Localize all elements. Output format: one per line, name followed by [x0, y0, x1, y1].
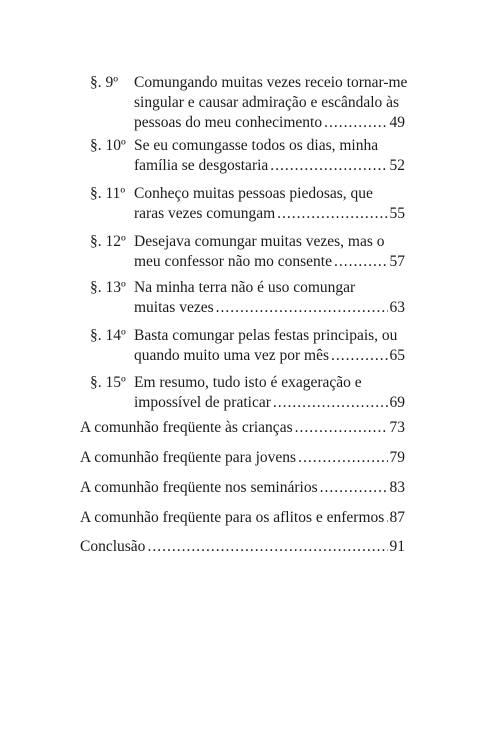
- page-number: 55: [389, 205, 405, 222]
- page-number: 69: [389, 394, 405, 411]
- entry-title: Conclusão: [80, 538, 146, 555]
- section-title-line: meu confessor não mo consente: [134, 253, 332, 270]
- section-title-line: Basta comungar pelas festas principais, ou: [134, 327, 398, 344]
- section-title-line: muitas vezes: [134, 299, 214, 316]
- dot-leader: [273, 393, 388, 413]
- dot-leader: [386, 508, 387, 528]
- page-number: 79: [389, 449, 405, 466]
- page-number: 52: [389, 157, 405, 174]
- toc-entry-seminarios: [80, 478, 405, 498]
- toc-entry-jovens: [80, 448, 405, 468]
- section-number: §. 15º: [90, 374, 126, 391]
- page-number: 63: [389, 299, 405, 316]
- page-number: 65: [389, 347, 405, 364]
- dot-leader: [216, 298, 388, 318]
- dot-leader: [334, 252, 388, 272]
- dot-leader: [298, 448, 387, 468]
- dot-leader: [331, 346, 388, 366]
- section-number: §. 10º: [90, 137, 126, 154]
- page-number: 49: [389, 114, 405, 131]
- dot-leader: [147, 537, 387, 557]
- section-title-line: Desejava comungar muitas vezes, mas o: [134, 233, 385, 250]
- section-title-line: Se eu comungasse todos os dias, minha: [134, 137, 379, 154]
- page-number: 73: [389, 419, 405, 436]
- page-number: 91: [389, 538, 405, 555]
- section-number: §. 12º: [90, 233, 126, 250]
- section-title-line: Comungando muitas vezes receio tornar-me: [134, 74, 408, 91]
- dot-leader: [277, 204, 387, 224]
- toc-entry-conclusao: [80, 537, 405, 557]
- dot-leader: [270, 156, 387, 176]
- section-number: §. 14º: [90, 327, 126, 344]
- entry-title: A comunhão freqüente às crianças: [80, 419, 293, 436]
- section-number: §. 11º: [90, 185, 126, 202]
- toc-entry-criancas: [80, 418, 405, 438]
- section-number: §. 13º: [90, 279, 126, 296]
- section-title-line: impossível de praticar: [134, 394, 271, 411]
- dot-leader: [324, 113, 387, 133]
- toc-entry-aflitos: [80, 508, 405, 528]
- section-title-line: Conheço muitas pessoas piedosas, que: [134, 185, 373, 202]
- entry-title: A comunhão freqüente para os aflitos e enfermos: [80, 509, 385, 526]
- section-title-line: singular e causar admiração e escândalo às: [134, 94, 400, 111]
- section-title-line: raras vezes comungam: [134, 205, 276, 222]
- page-number: 87: [389, 509, 405, 526]
- section-title-line: pessoas do meu conhecimento: [134, 114, 323, 131]
- dot-leader: [320, 478, 388, 498]
- dot-leader: [295, 418, 388, 438]
- section-number: §. 9º: [90, 74, 119, 91]
- section-title-line: Em resumo, tudo isto é exageração e: [134, 374, 362, 391]
- section-title-line: família se desgostaria: [134, 157, 269, 174]
- section-title-line: Na minha terra não é uso comungar: [134, 279, 356, 296]
- page-number: 83: [389, 479, 405, 496]
- entry-title: A comunhão freqüente nos seminários: [80, 479, 318, 496]
- page-number: 57: [389, 253, 405, 270]
- section-title-line: quando muito uma vez por mês: [134, 347, 329, 364]
- entry-title: A comunhão freqüente para jovens: [80, 449, 297, 466]
